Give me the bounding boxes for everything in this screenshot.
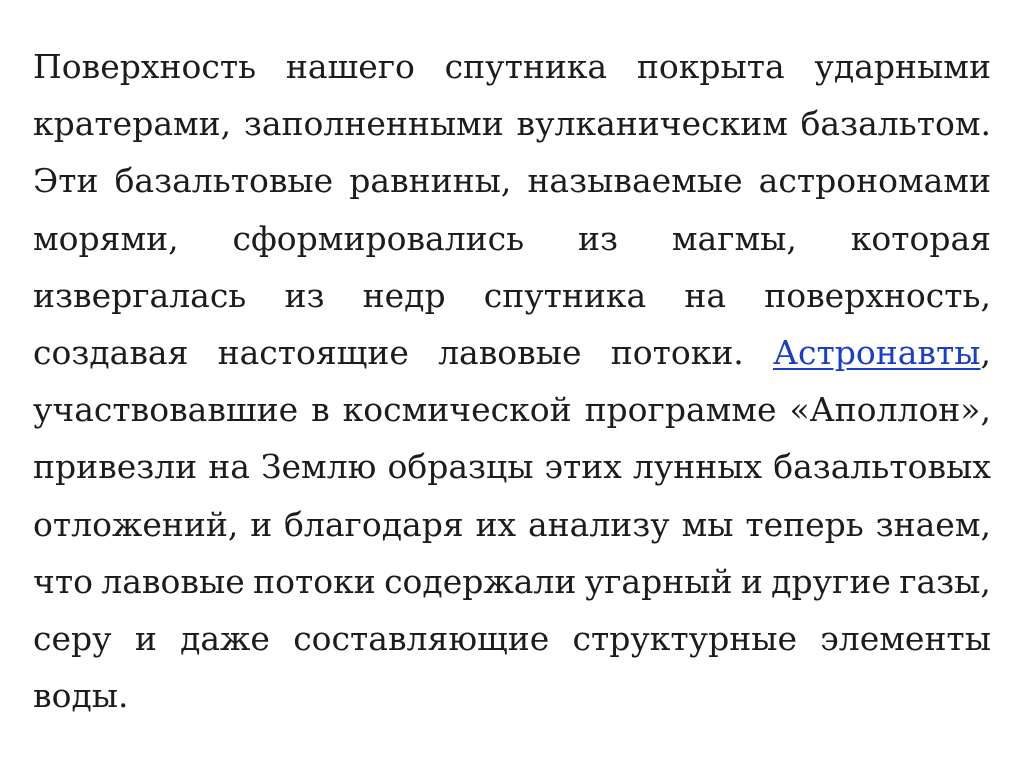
word: теперь xyxy=(745,504,864,544)
main-paragraph xyxy=(33,38,991,724)
text-line xyxy=(33,38,991,95)
word: содержали xyxy=(384,561,577,601)
text-line xyxy=(33,610,991,667)
word: космической xyxy=(342,390,572,430)
punctuation: , xyxy=(980,332,991,372)
word: поверхность, xyxy=(764,275,991,315)
word: базальтом. xyxy=(800,104,991,144)
word: настоящие xyxy=(217,332,409,372)
word: составляющие xyxy=(293,618,550,658)
link-wrapper xyxy=(773,324,991,381)
word: что xyxy=(33,561,93,601)
word: структурные xyxy=(572,618,798,658)
word: потоки xyxy=(253,561,376,601)
word: Поверхность xyxy=(33,47,257,86)
text-line xyxy=(33,324,991,381)
word: астрономами xyxy=(758,161,991,201)
word: морями, xyxy=(33,218,179,258)
word: программе xyxy=(584,390,777,430)
word: другие xyxy=(771,561,891,601)
word: из xyxy=(577,218,618,258)
word: из xyxy=(284,275,325,315)
text-line xyxy=(33,267,991,324)
word: называемые xyxy=(527,161,743,201)
word: участвовавшие xyxy=(33,390,299,430)
slide-body xyxy=(33,38,991,724)
word: базальтовые xyxy=(114,161,334,201)
word: знаем, xyxy=(875,504,991,544)
word: извергалась xyxy=(33,275,247,315)
word: образцы xyxy=(387,447,534,487)
word: Эти xyxy=(33,161,99,201)
word: сформировались xyxy=(232,218,525,258)
word: потоки. xyxy=(610,332,744,372)
word: нашего xyxy=(285,47,415,86)
word: кратерами, xyxy=(33,104,232,144)
text-line xyxy=(33,95,991,152)
text-line xyxy=(33,381,991,438)
word: в xyxy=(311,390,330,430)
text-line xyxy=(33,210,991,267)
text-line xyxy=(33,152,991,209)
word: вулканическим xyxy=(516,104,788,144)
word: мы xyxy=(681,504,734,544)
word: и xyxy=(740,561,763,601)
word: этих xyxy=(544,447,622,487)
word: заполненными xyxy=(243,104,504,144)
word: привезли xyxy=(33,447,198,487)
word: недр xyxy=(362,275,446,315)
word: создавая xyxy=(33,332,189,372)
word: отложений, xyxy=(33,504,239,544)
word: благодаря xyxy=(284,504,464,544)
word: лавовые xyxy=(101,561,245,601)
word: их xyxy=(475,504,517,544)
word: на xyxy=(208,447,250,487)
word: элементы xyxy=(820,618,991,658)
word: которая xyxy=(850,218,991,258)
text-line xyxy=(33,438,991,495)
text-line xyxy=(33,667,991,724)
word: серу xyxy=(33,618,112,658)
word: газы, xyxy=(899,561,991,601)
word: спутника xyxy=(444,47,608,86)
word: и xyxy=(134,618,157,658)
word: воды. xyxy=(33,676,129,716)
word: спутника xyxy=(483,275,647,315)
word: магмы, xyxy=(671,218,797,258)
text-line xyxy=(33,553,991,610)
word: на xyxy=(684,275,727,315)
word: даже xyxy=(180,618,270,658)
word: покрыта xyxy=(636,47,785,86)
word: базальтовых xyxy=(773,447,991,487)
text-line xyxy=(33,496,991,553)
word: лунных xyxy=(632,447,763,487)
word: ударными xyxy=(814,47,991,86)
astronauts-link[interactable]: Астронавты xyxy=(772,332,981,372)
word: анализу xyxy=(527,504,670,544)
word: и xyxy=(250,504,273,544)
word: «Аполлон», xyxy=(789,390,991,430)
word: Землю xyxy=(260,447,377,487)
word: лавовые xyxy=(438,332,582,372)
word: равнины, xyxy=(349,161,512,201)
word: угарный xyxy=(584,561,733,601)
